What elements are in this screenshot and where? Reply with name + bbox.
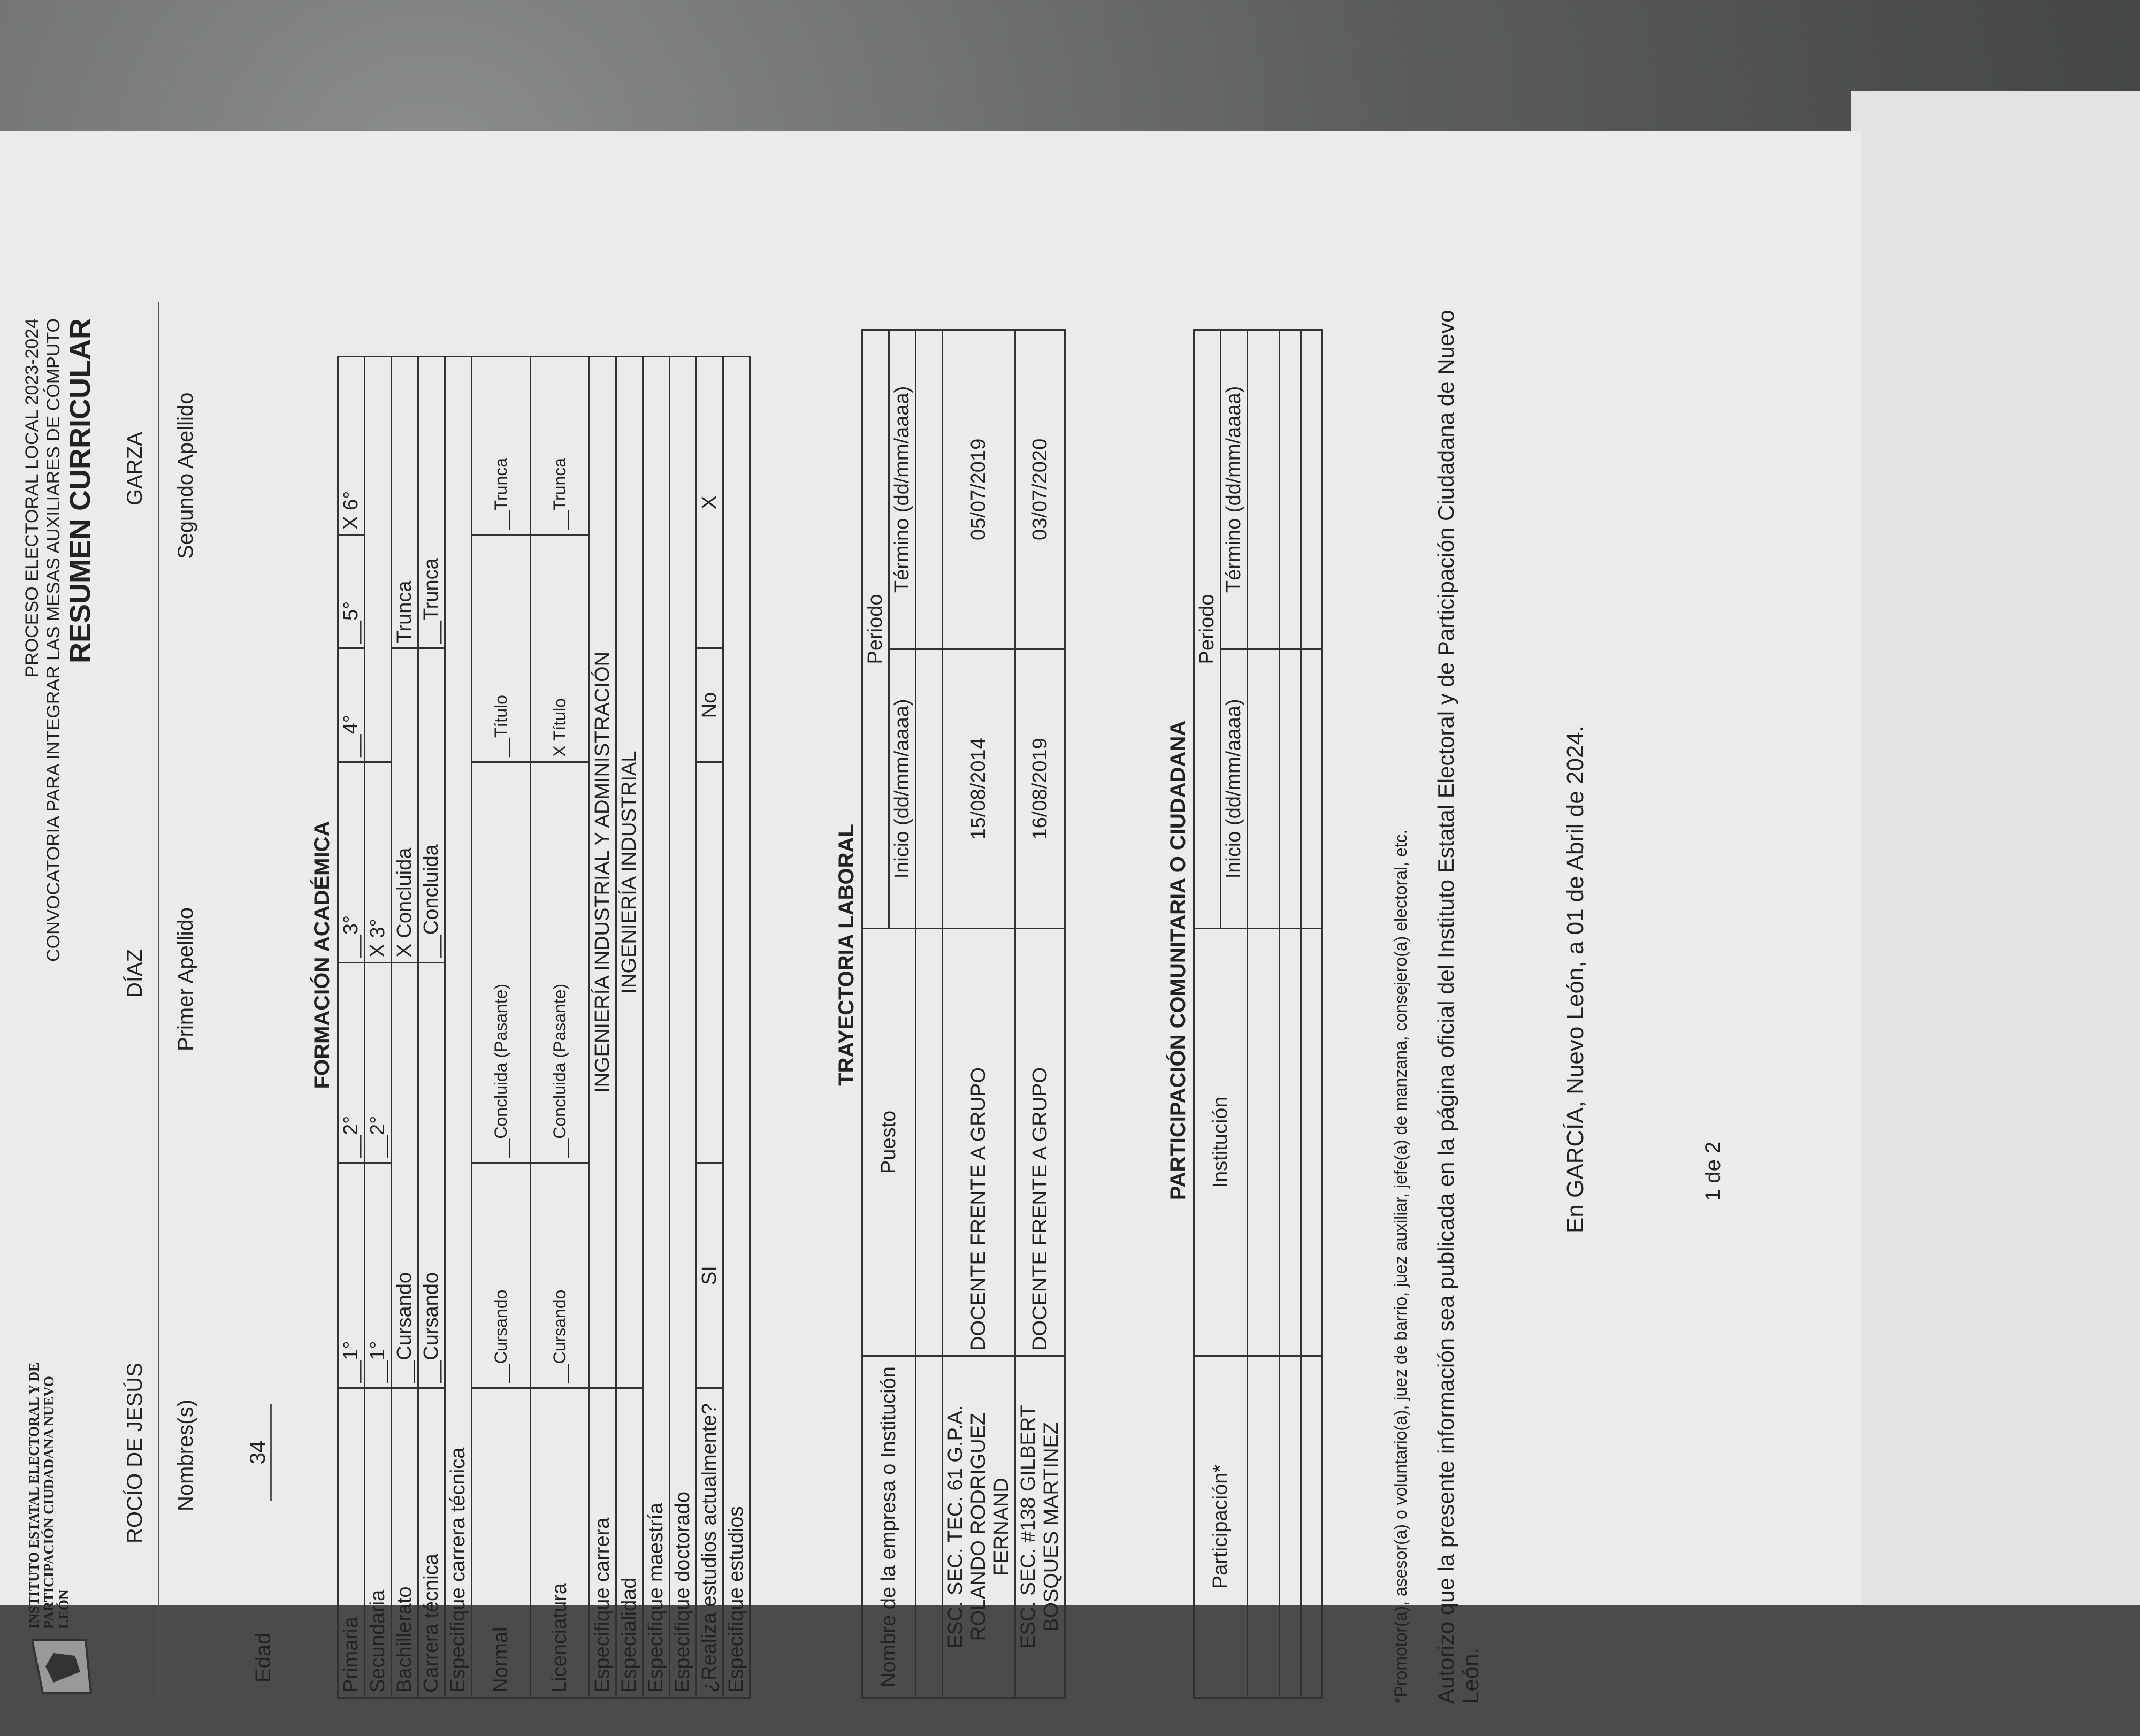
- page-one: [0, 131, 1862, 1704]
- institute-name: INSTITUTO ESTATAL ELECTORAL Y DE PARTICIPACIÓN CIUDADANA NUEVO LEÓN: [26, 1362, 72, 1629]
- work-row2-position: DOCENTE FRENTE A GRUPO: [1015, 929, 1065, 1356]
- secundaria-grade-2: __2°: [365, 962, 392, 1163]
- normal-opt-1: __Cursando: [472, 1163, 531, 1388]
- estudios-mark: X: [697, 357, 723, 648]
- work-col-company: Nombre de la empresa o Institución: [862, 1356, 916, 1698]
- work-row2-company: ESC. SEC. #138 GILBERT BOSQUES MARTINEZ: [1015, 1356, 1065, 1698]
- licenciatura-opt-4: __Trunca: [531, 357, 590, 535]
- age-value: 34: [246, 1404, 272, 1501]
- work-col-period: Periodo: [862, 330, 889, 929]
- bachillerato-opt-3: Trunca: [392, 357, 418, 648]
- community-col-participation: Participación*: [1194, 1356, 1248, 1698]
- community-col-end: Término (dd/mm/aaaa): [1221, 330, 1248, 649]
- primaria-label: Primaria: [338, 1388, 365, 1698]
- primaria-grade-4: __4°: [338, 648, 365, 762]
- carrera-tecnica-opt-3: __Trunca: [418, 357, 445, 648]
- work-row2-end: 03/07/2020: [1015, 330, 1065, 649]
- work-row1-company: ESC. SEC. TEC. 61 G.P.A. ROLANDO RODRIGUEZ FERNAND: [943, 1356, 1015, 1698]
- carrera-tecnica-opt-1: __Cursando: [418, 962, 445, 1388]
- work-col-start: Inicio (dd/mm/aaaa): [889, 649, 916, 928]
- community-col-start: Inicio (dd/mm/aaaa): [1221, 649, 1248, 928]
- carrera-tecnica-label: Carrera técnica: [418, 1388, 445, 1698]
- secundaria-grade-3: X 3°: [365, 762, 392, 962]
- name-underline: [158, 302, 159, 1693]
- first-surname-label: Primer Apellido: [174, 907, 197, 1051]
- especifique-carrera-label: Especifique carrera: [590, 1388, 616, 1698]
- licenciatura-label: Licenciatura: [531, 1388, 590, 1698]
- age-label: Edad: [251, 1632, 275, 1683]
- names-label: Nombres(s): [174, 1399, 197, 1511]
- primaria-grade-6: X 6°: [338, 357, 365, 535]
- especialidad-label: Especialidad: [616, 1388, 643, 1698]
- table-row: [1015, 330, 1065, 1698]
- especifique-tecnica-label: Especifique carrera técnica: [445, 357, 472, 1698]
- primaria-grade-3: __3°: [338, 762, 365, 962]
- bachillerato-label: Bachillerato: [392, 1388, 418, 1698]
- iee-logo-icon: [21, 1629, 102, 1704]
- community-footnote: *Promotor(a), asesor(a) o voluntario(a), juez de barrio, juez auxiliar, jefe(a) de manzana, consejero(a) electoral, etc.: [1391, 829, 1410, 1704]
- authorization-text: Autorizo que la presente información sea publicada en la página oficial del Instituto Estatal Electoral y de Participación Ciudadana de Nuevo León.: [1433, 310, 1483, 1704]
- work-title: TRAYECTORIA LABORAL: [835, 824, 858, 1086]
- secundaria-label: Secundaria: [365, 1388, 392, 1698]
- table-row: [943, 330, 1015, 1698]
- header-line1: PROCESO ELECTORAL LOCAL 2023-2024: [22, 318, 42, 678]
- community-table: [1193, 329, 1323, 1699]
- work-row1-start: 15/08/2014: [943, 649, 1015, 928]
- community-col-period: Periodo: [1194, 330, 1221, 929]
- primaria-grade-5: __5°: [338, 534, 365, 648]
- work-col-end: Término (dd/mm/aaaa): [889, 330, 916, 649]
- work-row1-position: DOCENTE FRENTE A GRUPO: [943, 929, 1015, 1356]
- work-table: [861, 329, 1066, 1699]
- work-row1-end: 05/07/2019: [943, 330, 1015, 649]
- second-surname-value: GARZA: [123, 432, 147, 506]
- especialidad-value: INGENIERÍA INDUSTRIAL: [616, 357, 643, 1388]
- licenciatura-opt-1: __Cursando: [531, 1163, 590, 1388]
- licenciatura-opt-3: X Título: [531, 534, 590, 762]
- especifique-estudios-label: Especifique estudios: [723, 357, 750, 1698]
- normal-opt-2: __Concluida (Pasante): [472, 762, 531, 1163]
- academic-title: FORMACIÓN ACADÉMICA: [310, 821, 334, 1089]
- normal-opt-3: __Título: [472, 534, 531, 762]
- estudios-actuales-label: ¿Realiza estudios actualmente?: [697, 1388, 723, 1698]
- work-row2-start: 16/08/2019: [1015, 649, 1065, 928]
- estudios-no: No: [697, 648, 723, 762]
- especifique-doctorado-label: Especifique doctorado: [670, 357, 697, 1698]
- normal-label: Normal: [472, 1388, 531, 1698]
- header-title: RESUMEN CURRICULAR: [64, 318, 96, 663]
- first-surname-value: DÍAZ: [123, 949, 147, 998]
- academic-table: [337, 356, 751, 1699]
- place-date: En GARCÍA, Nuevo León, a 01 de Abril de 2024.: [1562, 725, 1588, 1233]
- work-col-position: Puesto: [862, 929, 916, 1356]
- page-two: [1851, 91, 2140, 1605]
- header-block: [21, 318, 96, 1067]
- names-value: ROCÍO DE JESÚS: [123, 1363, 147, 1543]
- estudios-si: SI: [697, 1163, 723, 1388]
- community-title: PARTICIPACIÓN COMUNITARIA O CIUDADANA: [1166, 720, 1190, 1200]
- page-number: 1 de 2: [1701, 1141, 1725, 1201]
- especifique-maestria-label: Especifique maestría: [643, 357, 670, 1698]
- primaria-grade-1: __1°: [338, 1163, 365, 1388]
- normal-opt-4: __Trunca: [472, 357, 531, 535]
- primaria-grade-2: __2°: [338, 962, 365, 1163]
- header-line2: CONVOCATORIA PARA INTEGRAR LAS MESAS AUXILIARES DE CÓMPUTO: [43, 318, 64, 962]
- secundaria-grade-1: __1°: [365, 1163, 392, 1388]
- community-col-institution: Institución: [1194, 929, 1248, 1356]
- carrera-tecnica-opt-2: __Concluida: [418, 648, 445, 962]
- bachillerato-opt-2: X Concluida: [392, 648, 418, 962]
- bachillerato-opt-1: __Cursando: [392, 962, 418, 1388]
- second-surname-label: Segundo Apellido: [174, 392, 197, 559]
- licenciatura-opt-2: __Concluida (Pasante): [531, 762, 590, 1163]
- especifique-carrera-value: INGENIERÍA INDUSTRIAL Y ADMINISTRACIÓN: [590, 357, 616, 1388]
